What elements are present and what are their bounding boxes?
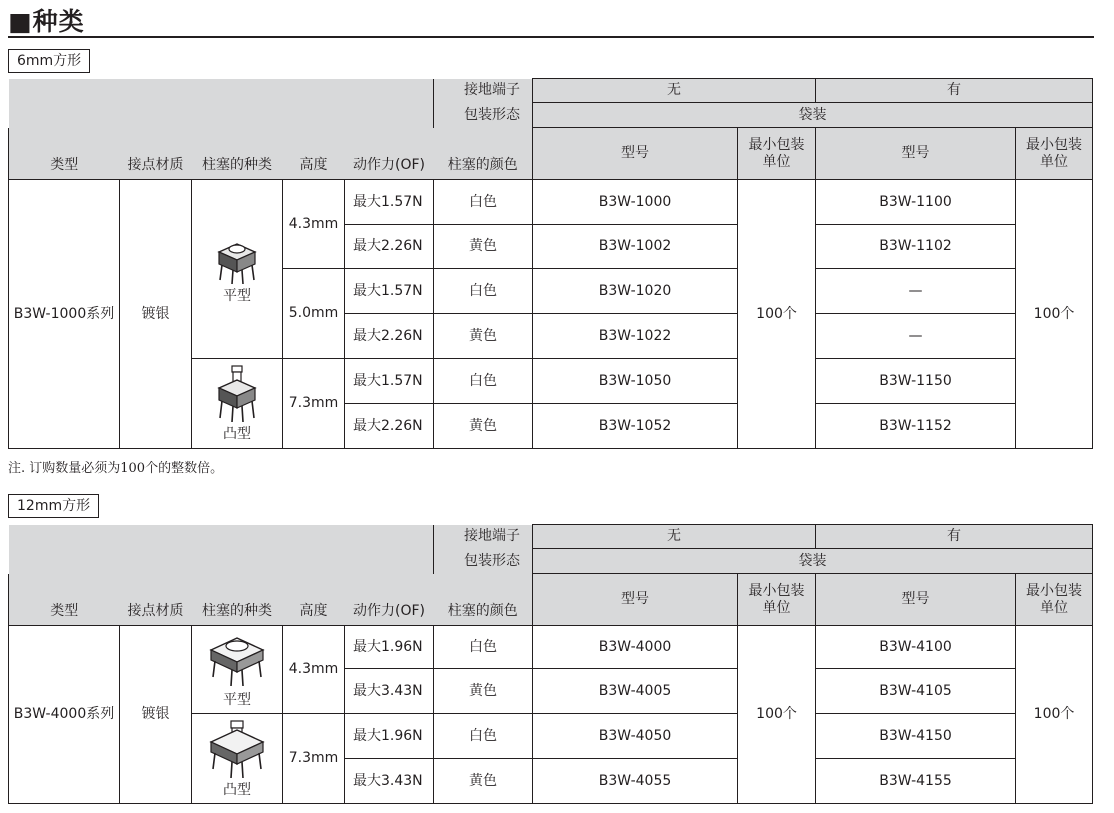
min-unit-b-cell: 100个 [1016, 180, 1093, 449]
col-plunger-color: 柱塞的颜色 [434, 574, 533, 626]
material-cell: 镀银 [120, 180, 192, 449]
color-cell: 黄色 [434, 225, 533, 269]
material-cell: 镀银 [120, 626, 192, 804]
force-cell: 最大1.57N [345, 180, 434, 225]
col-min-unit-b: 最小包装 单位 [1016, 128, 1093, 180]
plunger-label-projected: 凸型 [223, 426, 251, 443]
bagged-header: 袋装 [533, 549, 1093, 574]
color-cell: 白色 [434, 626, 533, 669]
plunger-label-flat: 平型 [223, 287, 251, 304]
switch-6mm-flat-icon [209, 234, 265, 288]
color-cell: 白色 [434, 269, 533, 314]
col-model-b: 型号 [816, 574, 1016, 626]
without-ground-header: 无 [533, 79, 816, 103]
model-a-cell: B3W-1022 [533, 314, 738, 359]
col-height: 高度 [283, 574, 345, 626]
plunger-cell-flat [192, 180, 283, 359]
col-operating-force: 动作力(OF) [345, 128, 434, 180]
col-plunger-type: 柱塞的种类 [192, 128, 283, 180]
height-cell: 4.3mm [283, 180, 345, 269]
model-b-cell: B3W-1152 [816, 404, 1016, 449]
table-12mm [8, 524, 1093, 804]
col-min-unit-b: 最小包装 单位 [1016, 574, 1093, 626]
plunger-label-projected: 凸型 [223, 782, 251, 799]
model-a-cell: B3W-1052 [533, 404, 738, 449]
section-label-12mm: 12mm方形 [8, 494, 99, 518]
min-unit-a-cell: 100个 [738, 626, 816, 804]
color-cell: 黄色 [434, 759, 533, 804]
force-cell: 最大3.43N [345, 759, 434, 804]
ground-terminal-label: 接地端子 [434, 79, 533, 103]
force-cell: 最大2.26N [345, 314, 434, 359]
model-a-cell: B3W-1050 [533, 359, 738, 404]
height-cell: 7.3mm [283, 359, 345, 449]
color-cell: 黄色 [434, 314, 533, 359]
min-unit-a-cell: 100个 [738, 180, 816, 449]
with-ground-header: 有 [816, 79, 1093, 103]
model-a-cell: B3W-1002 [533, 225, 738, 269]
height-cell: 4.3mm [283, 626, 345, 714]
col-operating-force: 动作力(OF) [345, 574, 434, 626]
col-model-a: 型号 [533, 128, 738, 180]
model-b-cell: — [816, 314, 1016, 359]
table-row [9, 626, 1093, 669]
plunger-cell-projected [192, 359, 283, 449]
model-a-cell: B3W-4005 [533, 669, 738, 714]
force-cell: 最大2.26N [345, 404, 434, 449]
model-b-cell: B3W-4150 [816, 714, 1016, 759]
col-model-a: 型号 [533, 574, 738, 626]
table-row [9, 180, 1093, 225]
col-type: 类型 [9, 128, 120, 180]
col-plunger-type: 柱塞的种类 [192, 574, 283, 626]
page-heading: ■种类 [8, 7, 85, 36]
switch-12mm-flat-icon [205, 630, 269, 692]
height-cell: 7.3mm [283, 714, 345, 804]
packaging-form-label: 包装形态 [434, 549, 533, 574]
switch-12mm-projected-icon [205, 718, 269, 782]
col-model-b: 型号 [816, 128, 1016, 180]
heading-rule [8, 36, 1094, 38]
model-b-cell: B3W-1100 [816, 180, 1016, 225]
section-label-6mm: 6mm方形 [8, 49, 90, 73]
force-cell: 最大1.96N [345, 714, 434, 759]
ground-terminal-label: 接地端子 [434, 525, 533, 549]
force-cell: 最大1.57N [345, 359, 434, 404]
series-cell: B3W-4000系列 [9, 626, 120, 804]
col-plunger-color: 柱塞的颜色 [434, 128, 533, 180]
plunger-label-flat: 平型 [223, 692, 251, 709]
col-min-unit-a: 最小包装 单位 [738, 574, 816, 626]
model-b-cell: B3W-4155 [816, 759, 1016, 804]
order-note: 注. 订购数量必须为100个的整数倍。 [8, 461, 224, 476]
with-ground-header: 有 [816, 525, 1093, 549]
series-cell: B3W-1000系列 [9, 180, 120, 449]
color-cell: 黄色 [434, 404, 533, 449]
model-a-cell: B3W-4000 [533, 626, 738, 669]
bagged-header: 袋装 [533, 103, 1093, 128]
color-cell: 白色 [434, 359, 533, 404]
plunger-cell-flat [192, 626, 283, 714]
force-cell: 最大1.96N [345, 626, 434, 669]
col-min-unit-a: 最小包装 单位 [738, 128, 816, 180]
force-cell: 最大1.57N [345, 269, 434, 314]
packaging-form-label: 包装形态 [434, 103, 533, 128]
col-contact-material: 接点材质 [120, 128, 192, 180]
table-6mm [8, 78, 1093, 449]
color-cell: 白色 [434, 714, 533, 759]
col-contact-material: 接点材质 [120, 574, 192, 626]
model-b-cell: B3W-1102 [816, 225, 1016, 269]
model-a-cell: B3W-4055 [533, 759, 738, 804]
force-cell: 最大3.43N [345, 669, 434, 714]
model-b-cell: B3W-4100 [816, 626, 1016, 669]
model-a-cell: B3W-1020 [533, 269, 738, 314]
model-b-cell: B3W-4105 [816, 669, 1016, 714]
plunger-cell-projected [192, 714, 283, 804]
color-cell: 黄色 [434, 669, 533, 714]
force-cell: 最大2.26N [345, 225, 434, 269]
color-cell: 白色 [434, 180, 533, 225]
model-b-cell: B3W-1150 [816, 359, 1016, 404]
switch-6mm-projected-icon [209, 364, 265, 426]
col-height: 高度 [283, 128, 345, 180]
height-cell: 5.0mm [283, 269, 345, 359]
without-ground-header: 无 [533, 525, 816, 549]
model-a-cell: B3W-4050 [533, 714, 738, 759]
model-a-cell: B3W-1000 [533, 180, 738, 225]
model-b-cell: — [816, 269, 1016, 314]
col-type: 类型 [9, 574, 120, 626]
min-unit-b-cell: 100个 [1016, 626, 1093, 804]
